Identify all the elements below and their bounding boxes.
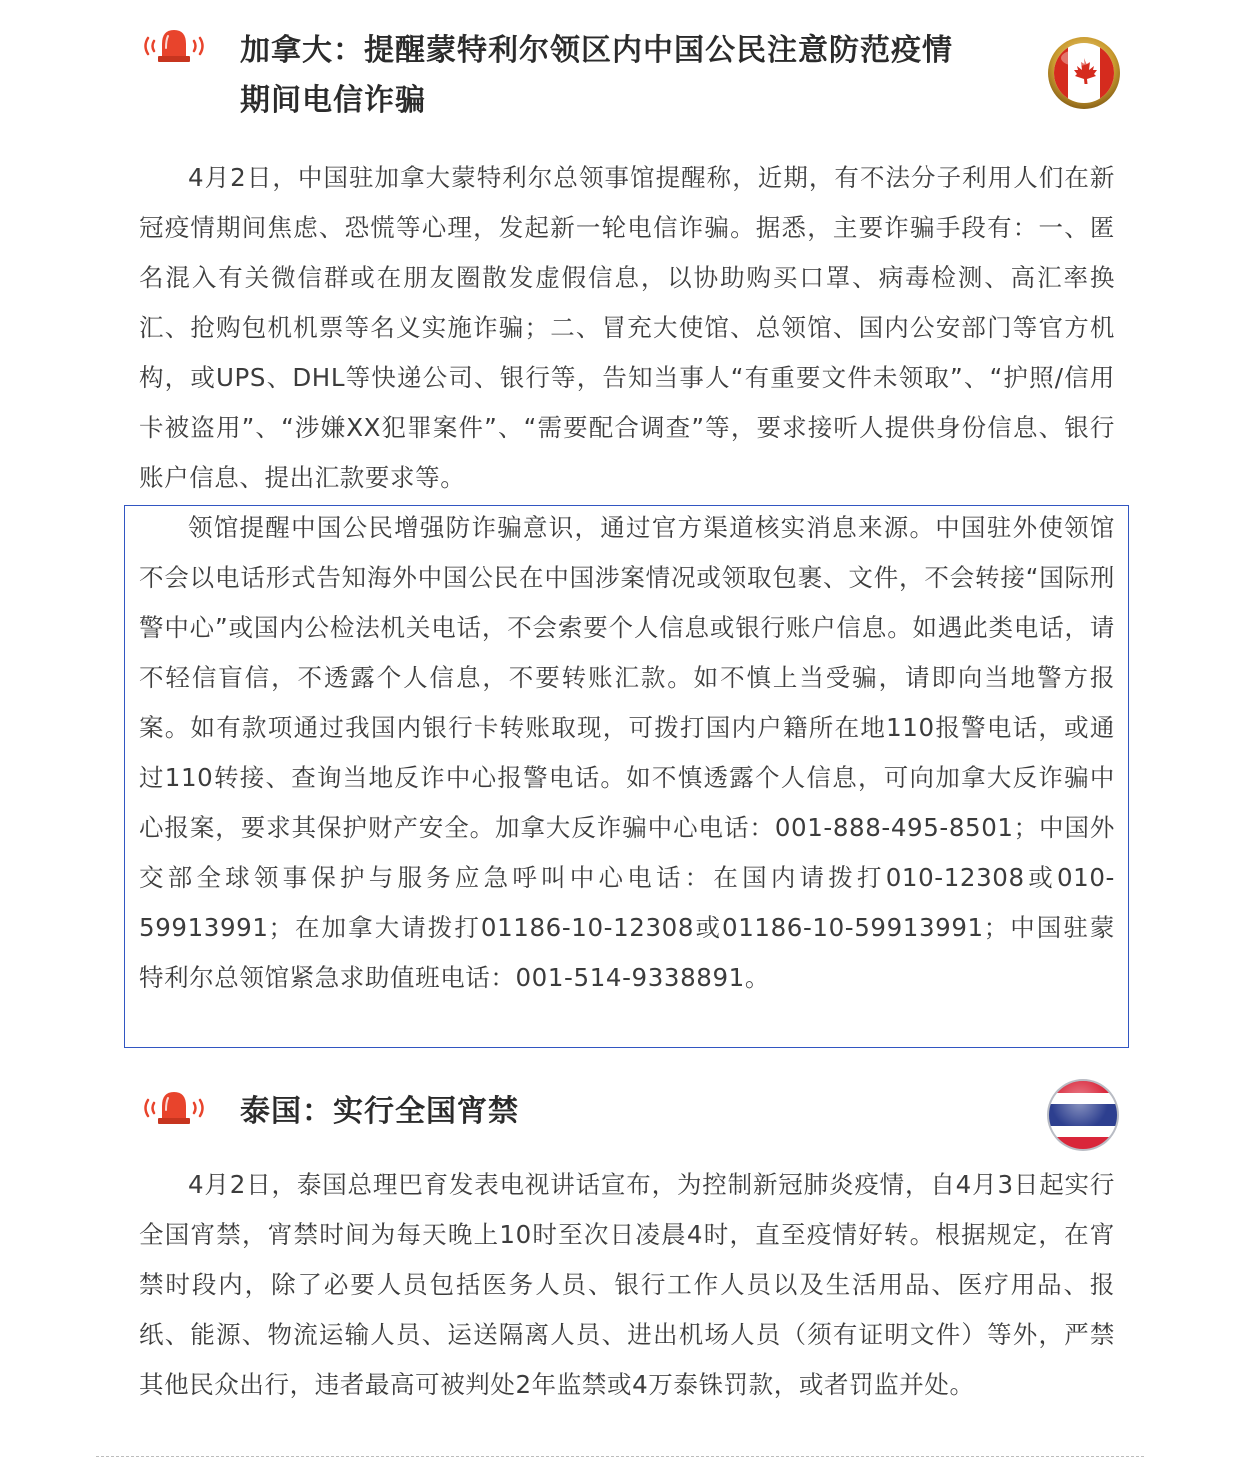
thailand-flag-icon <box>1046 1078 1120 1152</box>
thailand-section-title <box>240 1087 519 1137</box>
alarm-bell-icon <box>138 1088 210 1128</box>
title-line-2: 期间电信诈骗 <box>240 83 426 118</box>
title-line-1: 加拿大：提醒蒙特利尔领区内中国公民注意防范疫情 <box>240 33 953 68</box>
canada-flag-icon <box>1047 36 1121 110</box>
canada-section-header <box>0 0 1240 130</box>
canada-section-title <box>240 26 953 126</box>
canada-paragraph-2: 领馆提醒中国公民增强防诈骗意识，通过官方渠道核实消息来源。中国驻外使领馆不会以电话形式告知海外中国公民在中国涉案情况或领取包裹、文件，不会转接“国际刑警中心”或国内公检法机关电话，不会索要个人信息或银行账户信息。如遇此类电话，请不轻信盲信，不透露个人信息，不要转账汇款。如不慎上当受骗，请即向当地警方报案。如有款项通过我国内银行卡转账取现，可拨打国内户籍所在地110报警电话，或通过110转接、查询当地反诈中心报警电话。如不慎透露个人信息，可向加拿大反诈骗中心报案，要求其保护财产安全。加拿大反诈骗中心电话：001-888-495-8501；中国外交部全球领事保护与服务应急呼叫中心电话：在国内请拨打010-12308或010-59913991；在加拿大请拨打01186-10-12308或01186-10-59913991；中国驻蒙特利尔总领馆紧急求助值班电话：001-514-9338891。 <box>139 513 1115 992</box>
alarm-bell-icon <box>138 26 210 66</box>
bottom-divider <box>96 1456 1144 1457</box>
title-line-1: 泰国：实行全国宵禁 <box>240 1094 519 1129</box>
canada-paragraph-1: 4月2日，中国驻加拿大蒙特利尔总领事馆提醒称，近期，有不法分子利用人们在新冠疫情期间焦虑、恐慌等心理，发起新一轮电信诈骗。据悉，主要诈骗手段有：一、匿名混入有关微信群或在朋友圈散发虚假信息，以协助购买口罩、病毒检测、高汇率换汇、抢购包机机票等名义实施诈骗；二、冒充大使馆、总领馆、国内公安部门等官方机构，或UPS、DHL等快递公司、银行等，告知当事人“有重要文件未领取”、“护照/信用卡被盗用”、“涉嫌XX犯罪案件”、“需要配合调查”等，要求接听人提供身份信息、银行账户信息、提出汇款要求等。 <box>139 163 1115 492</box>
thailand-section-header <box>0 1070 1240 1160</box>
thailand-paragraph-1: 4月2日，泰国总理巴育发表电视讲话宣布，为控制新冠肺炎疫情，自4月3日起实行全国宵禁，宵禁时间为每天晚上10时至次日凌晨4时，直至疫情好转。根据规定，在宵禁时段内，除了必要人员包括医务人员、银行工作人员以及生活用品、医疗用品、报纸、能源、物流运输人员、运送隔离人员、进出机场人员（须有证明文件）等外，严禁其他民众出行，违者最高可被判处2年监禁或4万泰铢罚款，或者罚监并处。 <box>139 1170 1115 1399</box>
